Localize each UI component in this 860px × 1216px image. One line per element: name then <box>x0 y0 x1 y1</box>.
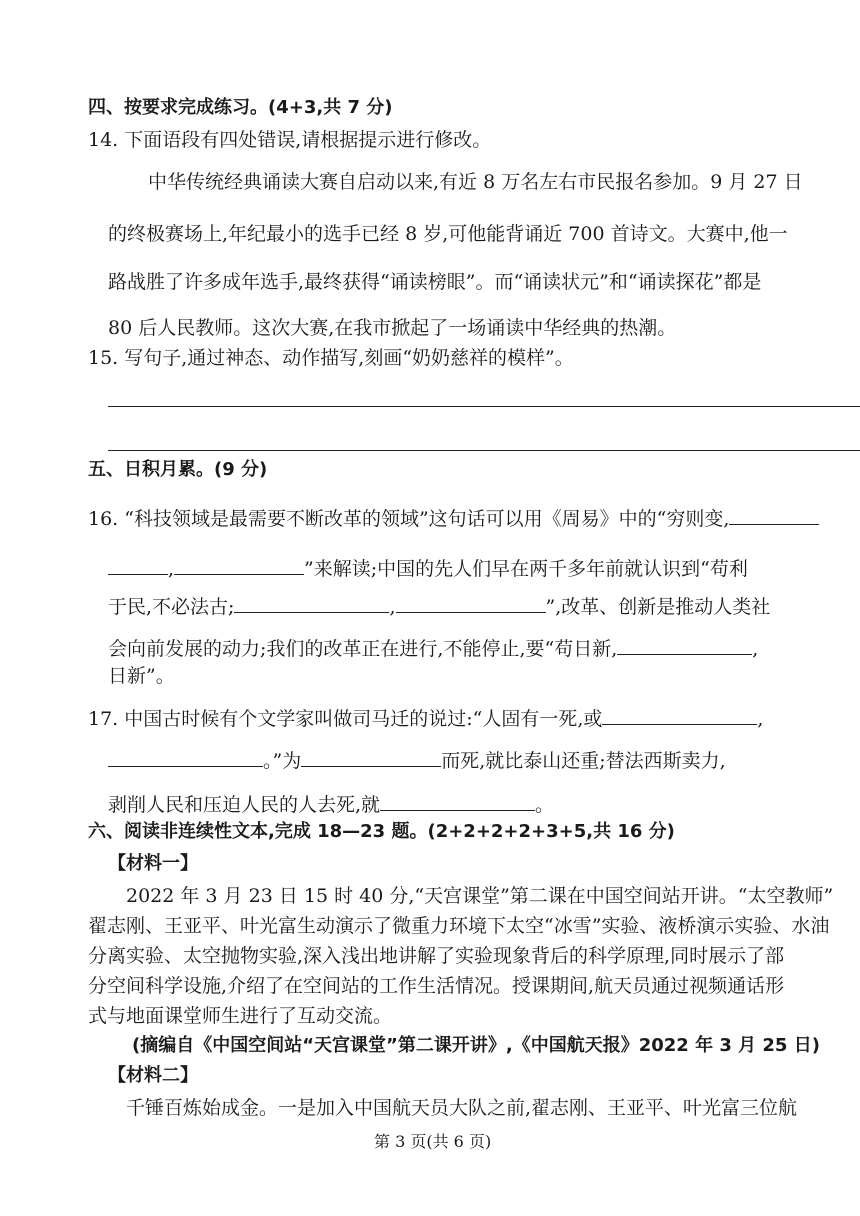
q16-line-1 <box>88 506 819 531</box>
q16-line-2 <box>108 556 748 581</box>
q17-text: 而死,就比泰山还重;替法西斯卖力, <box>441 750 726 772</box>
q16-text: ”,改革、创新是推动人类社 <box>545 596 771 618</box>
section-5-title: 五、日积月累。(9 分) <box>88 459 268 480</box>
material-1-line: 翟志刚、王亚平、叶光富生动演示了微重力环境下太空“冰雪”实验、液桥演示实验、水油 <box>88 915 830 937</box>
material-1-line: 2022 年 3 月 23 日 15 时 40 分,“天宫课堂”第二课在中国空间站开讲。“太空教师” <box>126 885 834 907</box>
material-2-line: 千锤百炼始成金。一是加入中国航天员大队之前,翟志刚、王亚平、叶光富三位航 <box>126 1097 798 1119</box>
material-2-label: 【材料二】 <box>108 1065 198 1086</box>
q14-passage-line: 80 后人民教师。这次大赛,在我市掀起了一场诵读中华经典的热潮。 <box>108 317 677 339</box>
q17-blank-3[interactable] <box>301 748 441 767</box>
section-4-title: 四、按要求完成练习。(4+3,共 7 分) <box>88 97 393 118</box>
q16-blank-4[interactable] <box>396 594 546 613</box>
q16-blank-3[interactable] <box>234 594 389 613</box>
q16-blank-1-cont[interactable] <box>108 556 168 575</box>
q16-blank-2[interactable] <box>174 556 304 575</box>
q17-text: 。 <box>535 794 555 816</box>
material-1-label: 【材料一】 <box>108 853 198 874</box>
question-15-prompt: 15. 写句子,通过神态、动作描写,刻画“奶奶慈祥的模样”。 <box>88 347 574 369</box>
page-number: 第 3 页(共 6 页) <box>374 1132 492 1151</box>
q16-text: 16. “科技领域是最需要不断改革的领域”这句话可以用《周易》中的“穷则变, <box>88 508 730 530</box>
q17-text: 剥削人民和压迫人民的人去死,就 <box>108 794 381 816</box>
q16-text: ”来解读;中国的先人们早在两千多年前就认识到“苟利 <box>304 558 748 580</box>
q14-passage-line: 的终极赛场上,年纪最小的选手已经 8 岁,可他能背诵近 700 首诗文。大赛中,他一 <box>108 223 788 245</box>
q16-text: , <box>168 558 175 580</box>
q16-line-4 <box>108 636 758 661</box>
material-1-source: (摘编自《中国空间站“天宫课堂”第二课开讲》,《中国航天报》2022 年 3 月 25 日) <box>132 1035 820 1056</box>
q17-line-1 <box>88 706 763 731</box>
q17-text: 17. 中国古时候有个文学家叫做司马迁的说过:“人固有一死,或 <box>88 708 603 730</box>
q17-text: , <box>757 708 764 730</box>
question-14-prompt: 14. 下面语段有四处错误,请根据提示进行修改。 <box>88 129 492 151</box>
material-1-line: 式与地面课堂师生进行了互动交流。 <box>88 1005 393 1027</box>
q14-passage-line: 中华传统经典诵读大赛自启动以来,有近 8 万名左右市民报名参加。9 月 27 日 <box>148 171 803 193</box>
q15-answer-line[interactable] <box>108 450 860 451</box>
q17-blank-2[interactable] <box>108 748 263 767</box>
q17-text: 。”为 <box>263 750 302 772</box>
q14-passage-line: 路战胜了许多成年选手,最终获得“诵读榜眼”。而“诵读状元”和“诵读探花”都是 <box>108 271 762 293</box>
q16-text: 于民,不必法古; <box>108 596 235 618</box>
material-1-line: 分离实验、太空抛物实验,深入浅出地讲解了实验现象背后的科学原理,同时展示了部 <box>88 945 785 967</box>
material-1-line: 分空间科学设施,介绍了在空间站的工作生活情况。授课期间,航天员通过视频通话形 <box>88 975 785 997</box>
section-6-title: 六、阅读非连续性文本,完成 18—23 题。(2+2+2+2+3+5,共 16 分) <box>88 821 675 842</box>
q17-blank-4[interactable] <box>380 792 535 811</box>
q15-answer-line[interactable] <box>108 406 860 407</box>
q17-line-3 <box>108 792 554 817</box>
q16-line-3 <box>108 594 770 619</box>
q17-blank-1[interactable] <box>602 706 757 725</box>
q16-text: , <box>389 596 396 618</box>
q16-blank-5[interactable] <box>617 636 752 655</box>
q16-text: , <box>752 638 759 660</box>
q16-text: 会向前发展的动力;我们的改革正在进行,不能停止,要“苟日新, <box>108 638 618 660</box>
q17-line-2 <box>108 748 726 773</box>
q16-line-5: 日新”。 <box>108 665 175 687</box>
q16-blank-1[interactable] <box>729 506 819 525</box>
